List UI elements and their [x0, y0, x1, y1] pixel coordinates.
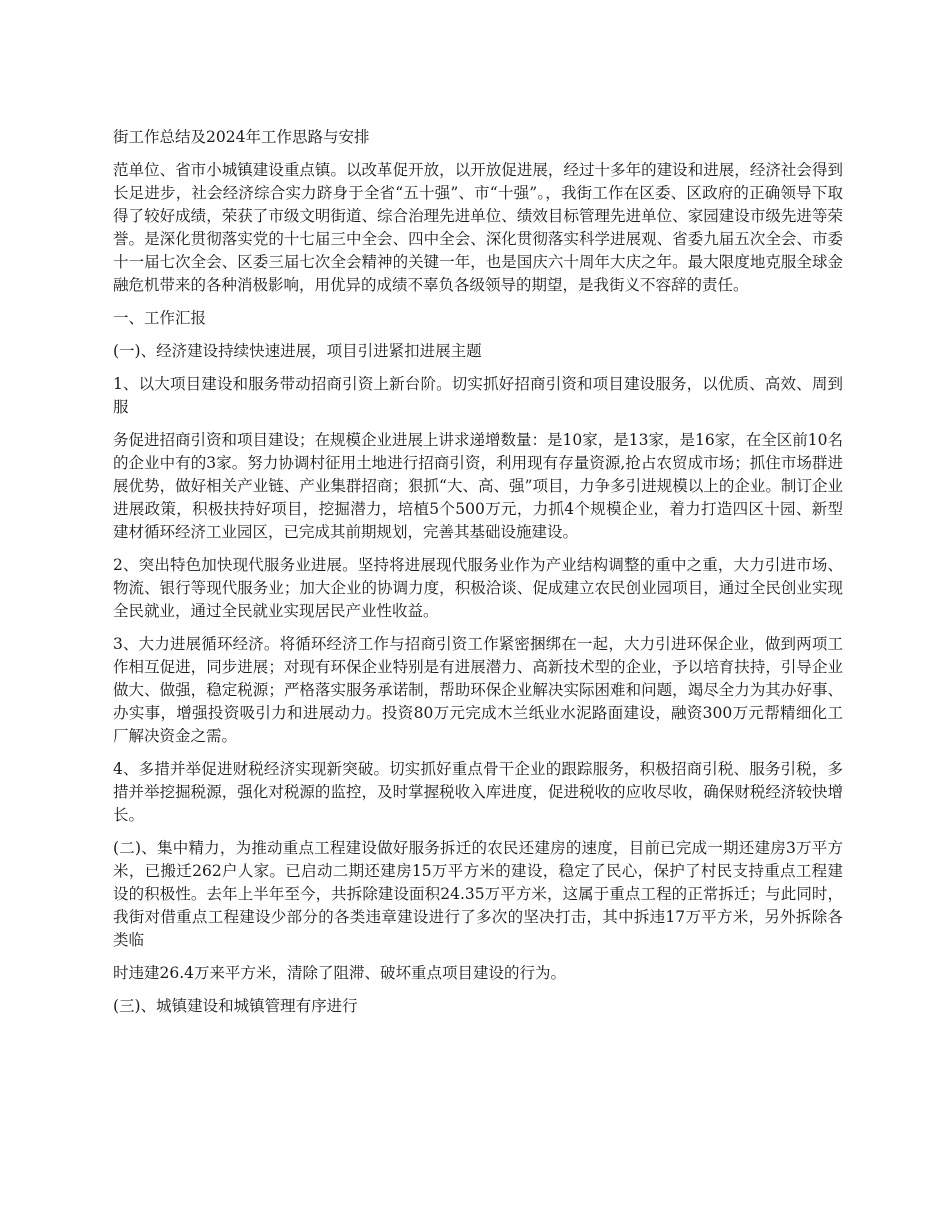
heading-section-3: (三)、城镇建设和城镇管理有序进行 [113, 997, 358, 1015]
paragraph-section-2: (二)、集中精力，为推动重点工程建设做好服务拆迁的农民还建房的速度，目前已完成一期还建房3万平方米，已搬迁262户人家。已启动二期还建房15万平方米的建设，稳定了民心，保护了村民支持重点工程建设的积极性。去年上半年至今，共拆除建设面积24.35万平方米，这属于重点工程的正常拆迁；与此同时，我街对借重点工程建设少部分的各类违章建设进行了多次的坚决打击，其中拆违17万平方米，另外拆除各类临 [113, 839, 843, 949]
paragraph-item-3: 3、大力进展循环经济。将循环经济工作与招商引资工作紧密捆绑在一起，大力引进环保企业，做到两项工作相互促进，同步进展；对现有环保企业特别是有进展潜力、高新技术型的企业，予以培育扶持，引导企业做大、做强，稳定税源；严格落实服务承诺制，帮助环保企业解决实际困难和问题，竭尽全力为其办好事、办实事，增强投资吸引力和进展动力。投资80万元完成木兰纸业水泥路面建设，融资300万元帮精细化工厂解决资金之需。 [113, 635, 843, 745]
paragraph-intro: 范单位、省市小城镇建设重点镇。以改革促开放，以开放促进展，经过十多年的建设和进展，经济社会得到长足进步，社会经济综合实力跻身于全省“五十强”、市“十强”。，我街工作在区委、区政府的正确领导下取得了较好成绩，荣获了市级文明街道、综合治理先进单位、绩效目标管理先进单位、家园建设市级先进等荣誉。是深化贯彻落实党的十七届三中全会、四中全会、深化贯彻落实科学进展观、省委九届五次全会、市委十一届七次全会、区委三届七次全会精神的关键一年，也是国庆六十周年大庆之年。最大限度地克服全球金融危机带来的各种消极影响，用优异的成绩不辜负各级领导的期望，是我街义不容辞的责任。 [113, 161, 843, 294]
paragraph-item-1-continued: 务促进招商引资和项目建设；在规模企业进展上讲求递增数量：是10家，是13家，是16家，在全区前10名的企业中有的3家。努力协调村征用土地进行招商引资，利用现有存量资源,抢占农贸成市场；抓住市场群进展优势，做好相关产业链、产业集群招商；狠抓“大、高、强”项目，力争多引进规模以上的企业。制订企业进展政策，积极扶持好项目，挖掘潜力，培植5个500万元，力抓4个规模企业，着力打造四区十园、新型建材循环经济工业园区，已完成其前期规划，完善其基础设施建设。 [113, 431, 843, 541]
paragraph-item-2: 2、突出特色加快现代服务业进展。坚持将进展现代服务业作为产业结构调整的重中之重，大力引进市场、物流、银行等现代服务业；加大企业的协调力度，积极洽谈、促成建立农民创业园项目，通过全民创业实现全民就业，通过全民就业实现居民产业性收益。 [113, 556, 843, 620]
heading-economic-construction: (一)、经济建设持续快速进展，项目引进紧扣进展主题 [113, 342, 482, 360]
heading-work-report: 一、工作汇报 [113, 309, 207, 327]
document-page [113, 126, 843, 1028]
paragraph-item-4: 4、多措并举促进财税经济实现新突破。切实抓好重点骨干企业的跟踪服务，积极招商引税、服务引税，多措并举挖掘税源，强化对税源的监控，及时掌握税收入库进度，促进税收的应收尽收，确保财税经济较快增长。 [113, 760, 843, 824]
document-title: 街工作总结及2024年工作思路与安排 [113, 128, 370, 146]
paragraph-section-2-continued: 时违建26.4万来平方米，清除了阻滞、破坏重点项目建设的行为。 [113, 964, 567, 982]
paragraph-item-1: 1、以大项目建设和服务带动招商引资上新台阶。切实抓好招商引资和项目建设服务，以优质、高效、周到服 [113, 375, 843, 416]
